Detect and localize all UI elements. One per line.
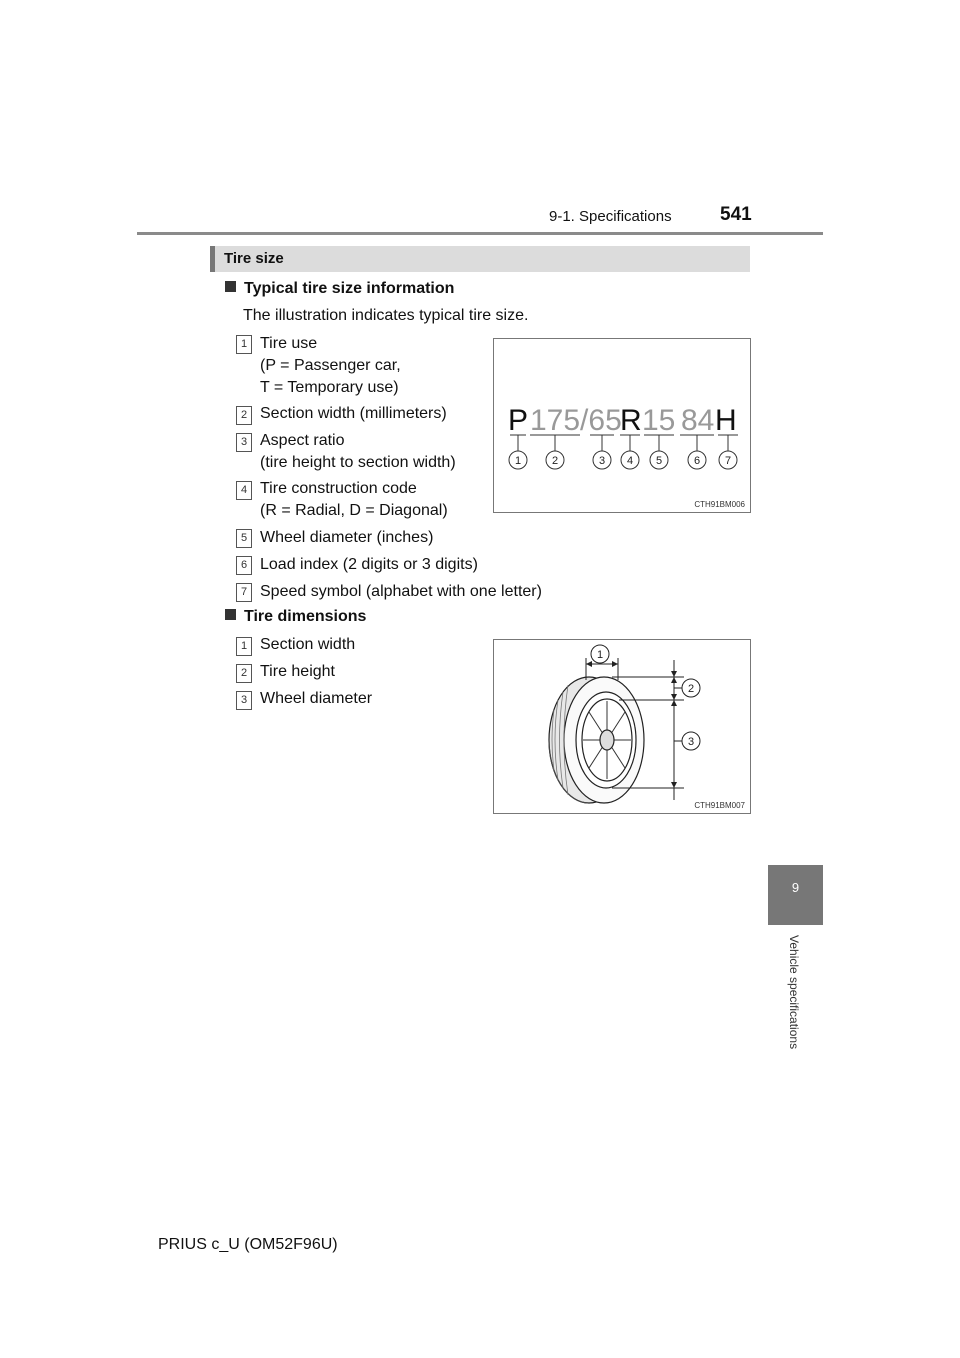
callout-3: 3 (598, 455, 606, 467)
chapter-tab-label: Vehicle specifications (787, 935, 801, 1050)
typical-intro: The illustration indicates typical tire size. (243, 307, 529, 324)
item-line: Section width (millimeters) (260, 405, 447, 422)
dimensions-heading (225, 608, 366, 626)
callout-1: 1 (596, 649, 604, 661)
typical-heading (225, 280, 454, 298)
item-line: Wheel diameter (260, 690, 373, 707)
item-number-badge: 2 (236, 664, 252, 683)
item-number-badge: 3 (236, 691, 252, 710)
figure-code: CTH91BM007 (694, 801, 745, 810)
list-item (260, 661, 335, 683)
list-item (260, 527, 433, 549)
item-line: Section width (260, 636, 356, 653)
item-line: Tire construction code (260, 480, 417, 497)
section-title-bar (210, 246, 750, 272)
item-number-badge: 1 (236, 637, 252, 656)
list-item (260, 688, 372, 710)
figure-code: CTH91BM006 (694, 500, 745, 509)
callout-6: 6 (693, 455, 701, 467)
list-item (260, 430, 456, 474)
list-item (260, 333, 401, 399)
square-bullet-icon (225, 281, 236, 292)
list-item (260, 634, 355, 656)
header-rule (137, 232, 823, 235)
header-section-title: 9-1. Specifications (549, 208, 672, 225)
callout-1: 1 (514, 455, 522, 467)
item-number-badge: 2 (236, 406, 252, 425)
chapter-tab[interactable] (768, 865, 823, 925)
list-item (260, 554, 478, 576)
item-number-badge: 6 (236, 556, 252, 575)
callout-2: 2 (687, 683, 695, 695)
item-line: (tire height to section width) (260, 454, 456, 471)
list-item (260, 478, 448, 522)
callout-3: 3 (687, 736, 695, 748)
item-line: Tire height (260, 663, 335, 680)
item-number-badge: 3 (236, 433, 252, 452)
code-segment-tire-use: P (508, 404, 529, 437)
item-line: Aspect ratio (260, 432, 345, 449)
item-line: T = Temporary use) (260, 379, 399, 396)
page-number: 541 (720, 204, 752, 225)
chapter-tab-number: 9 (791, 880, 800, 895)
code-segment-load-index: 84 (681, 404, 715, 437)
square-bullet-icon (225, 609, 236, 620)
callout-5: 5 (655, 455, 663, 467)
footer-model: PRIUS c_U (OM52F96U) (158, 1236, 338, 1253)
callout-7: 7 (724, 455, 732, 467)
tire-size-code-diagram (494, 339, 750, 512)
item-number-badge: 5 (236, 529, 252, 548)
item-number-badge: 4 (236, 481, 252, 500)
dimensions-heading-text: Tire dimensions (244, 608, 367, 625)
code-segment-speed-symbol: H (715, 404, 737, 437)
item-number-badge: 7 (236, 583, 252, 602)
item-line: (R = Radial, D = Diagonal) (260, 502, 448, 519)
code-segment-section-aspect: 175/65 (530, 404, 622, 437)
code-segment-construction: R (620, 404, 642, 437)
code-segment-wheel-diameter: 15 (642, 404, 676, 437)
tire-illustration (494, 640, 750, 813)
item-line: (P = Passenger car, (260, 357, 401, 374)
tire-dimensions-figure (493, 639, 751, 814)
item-line: Tire use (260, 335, 318, 352)
tire-size-figure (493, 338, 751, 513)
item-number-badge: 1 (236, 335, 252, 354)
callout-4: 4 (626, 455, 634, 467)
section-title: Tire size (224, 250, 284, 267)
item-line: Speed symbol (alphabet with one letter) (260, 583, 542, 600)
callout-2: 2 (551, 455, 559, 467)
item-line: Wheel diameter (inches) (260, 529, 434, 546)
typical-heading-text: Typical tire size information (244, 280, 455, 297)
item-line: Load index (2 digits or 3 digits) (260, 556, 478, 573)
list-item (260, 581, 542, 603)
list-item (260, 403, 447, 425)
section-bar-accent (210, 246, 215, 272)
